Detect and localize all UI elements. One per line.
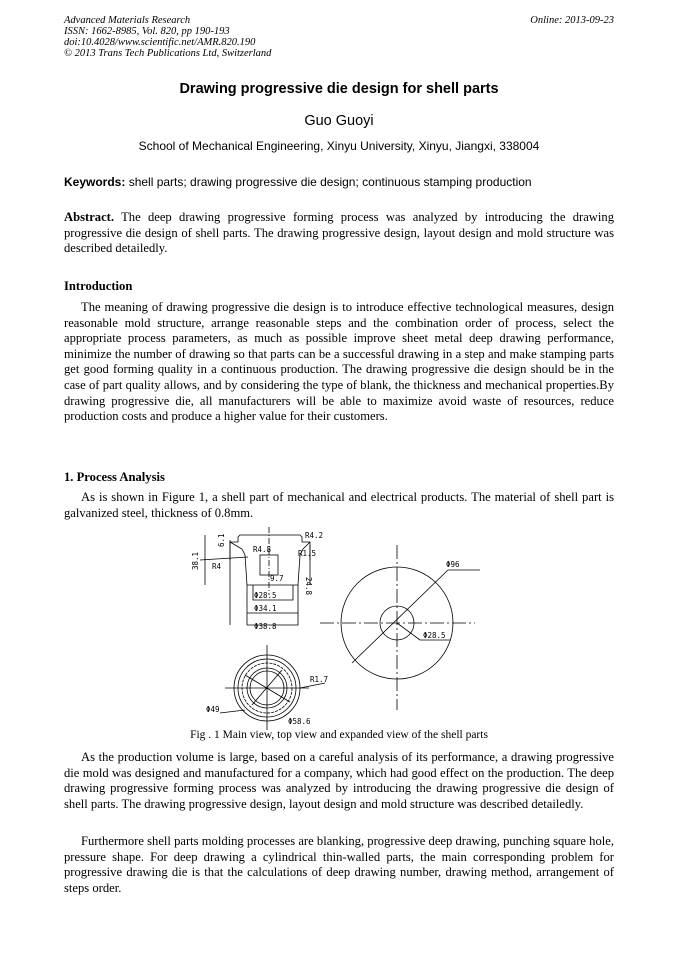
label-r1-7: R1.7 [310,675,329,684]
process-paragraph-1: As is shown in Figure 1, a shell part of mechanical and electrical products. The material of shell part is galvanized steel, thickness of 0.8mm. [64,490,614,520]
process-paragraph-2: As the production volume is large, based on a careful analysis of its performance, a drawing progressive die mold was designed and manufactured for a company, which had good effect on the production. The deep drawing progressive forming process was analyzed by introducing the drawing progressive die design of shell parts. The drawing progressive design, layout design and mold structure was described detailedly. [64,750,614,811]
doi: doi:10.4028/www.scientific.net/AMR.820.190 [64,37,256,48]
label-6-1: 6.1 [217,533,226,547]
keywords-text: shell parts; drawing progressive die design; continuous stamping production [125,175,532,189]
label-38-1: 38.1 [191,551,200,570]
label-phi-58-6: Φ58.6 [288,717,311,726]
figure-1-drawing [190,525,490,730]
label-r1-5: R1.5 [298,549,317,558]
keywords-label: Keywords: [64,175,126,189]
process-heading: 1. Process Analysis [64,470,165,484]
issn: ISSN: 1662-8985, Vol. 820, pp 190-193 [64,26,230,37]
figure-caption: Fig . 1 Main view, top view and expanded view of the shell parts [190,729,488,741]
introduction-heading: Introduction [64,279,133,293]
copyright: © 2013 Trans Tech Publications Ltd, Switzerland [64,48,272,59]
label-r4-2: R4.2 [305,531,324,540]
label-phi-38-8: Φ38.8 [254,622,277,631]
abstract [64,210,614,257]
expanded-view [320,545,480,710]
keywords [64,175,532,189]
journal-info [64,15,271,59]
label-phi-28-5-expanded: Φ28.5 [423,631,446,640]
label-phi-28-5: Φ28.5 [254,591,277,600]
abstract-label: Abstract. [64,210,115,224]
author: Guo Guoyi [304,113,374,129]
label-r4-8: R4.8 [253,545,272,554]
label-phi-49: Φ49 [206,705,220,714]
journal-name: Advanced Materials Research [64,15,191,26]
abstract-text: The deep drawing progressive forming process was analyzed by introducing the drawing progressive die design of shell parts. The drawing progressive design, layout design and mold structure was described detailedly. [64,210,614,256]
paper-title: Drawing progressive die design for shell parts [179,81,499,97]
label-phi-96: Φ96 [446,560,460,569]
process-paragraph-3: Furthermore shell parts molding processes are blanking, progressive deep drawing, punching square hole, pressure shape. For deep drawing a cylindrical thin-walled parts, the main corresponding problem for progressive drawing die is that the calculations of deep drawing number, drawing method, arrangement of steps order. [64,834,614,895]
introduction-text: The meaning of drawing progressive die design is to introduce effective technological measures, design reasonable mold structure, arrange reasonable steps and the combination order of process, select the appropriate process parameters, as much as possible improve sheet metal deep drawing performance, minimize the number of drawing so that parts can be a successful drawing in a step and make stamping parts get good forming quality in a continuous production. The drawing progressive die design should be in the case of part quality allows, and by considering the type of blank, the thickness and mechanical properties.By drawing progressive die, all manufacturers will be able to maximize avoid waste of resources, reduce production costs and produce a higher value for their customers. [64,300,614,424]
label-9-7: 9.7 [270,574,284,583]
label-phi-34-1: Φ34.1 [254,604,277,613]
label-24-8: 24.8 [304,577,313,596]
top-view [206,645,328,730]
main-view [191,527,323,631]
affiliation: School of Mechanical Engineering, Xinyu University, Xinyu, Jiangxi, 338004 [138,139,540,153]
label-r4: R4 [212,562,222,571]
online-date: Online: 2013-09-23 [530,15,614,26]
